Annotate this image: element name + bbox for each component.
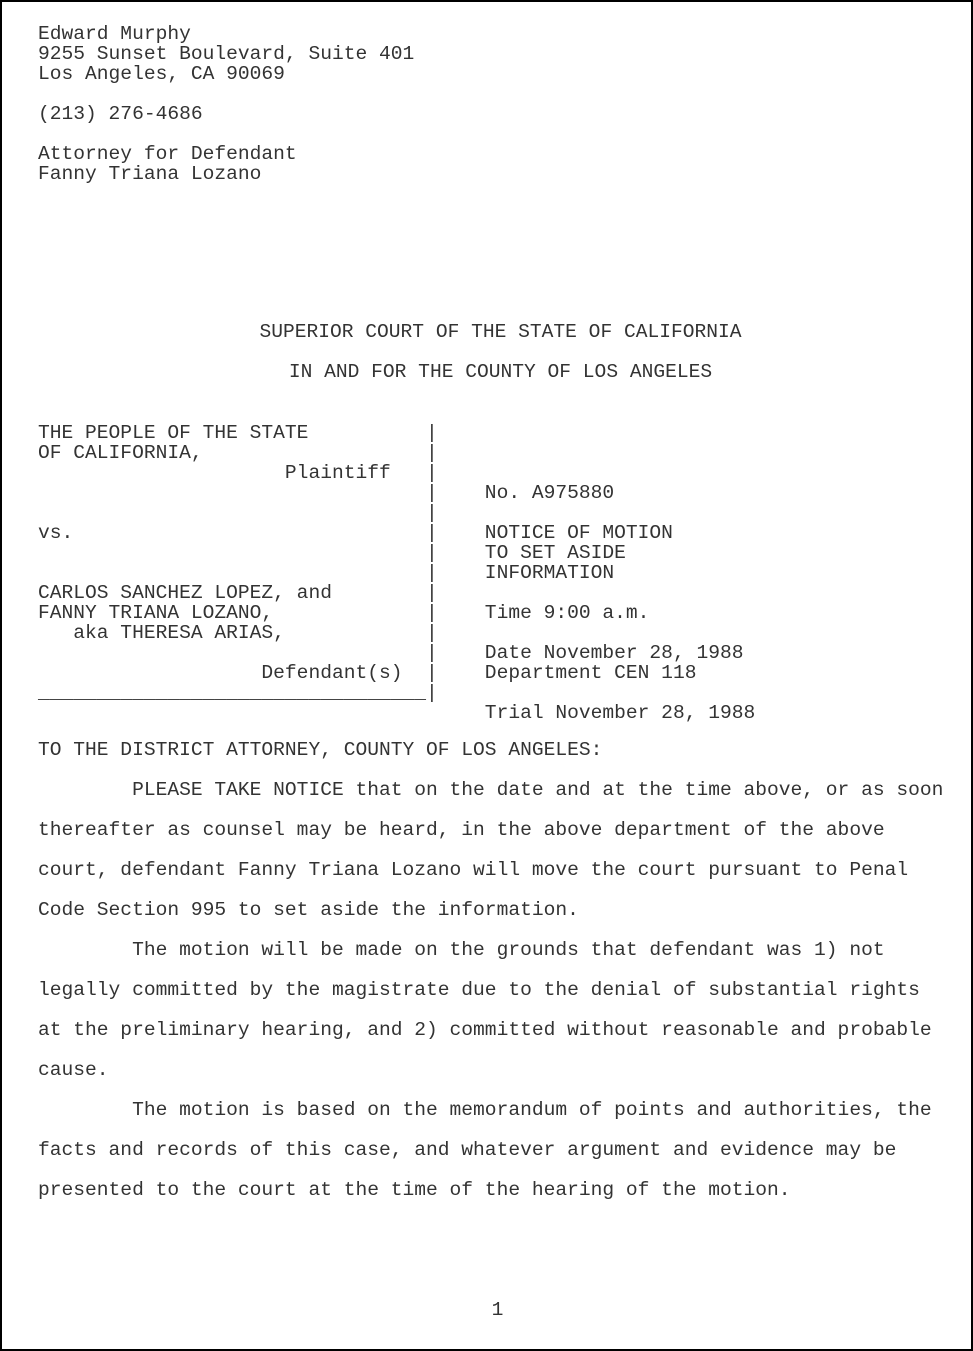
notice-body: [38, 730, 943, 1210]
caption-row-case-number: | No. A975880: [38, 482, 615, 504]
caption-row-defendant-aka: aka THERESA ARIAS, |: [38, 622, 438, 644]
caption-row: |: [38, 502, 438, 524]
attorney-role-line2: Fanny Triana Lozano: [38, 163, 262, 185]
body-line: cause.: [38, 1059, 109, 1081]
caption-row-trial-date: Trial November 28, 1988: [38, 702, 756, 724]
body-line: The motion is based on the memorandum of points and authorities, the: [38, 1099, 932, 1121]
attorney-address-block: [38, 24, 414, 84]
body-line: court, defendant Fanny Triana Lozano will move the court pursuant to Penal: [38, 859, 909, 881]
body-line: facts and records of this case, and whatever argument and evidence may be: [38, 1139, 897, 1161]
caption-row-motion-title-2: | TO SET ASIDE: [38, 542, 626, 564]
caption-row-motion-title-3: | INFORMATION: [38, 562, 615, 584]
body-salutation: TO THE DISTRICT ATTORNEY, COUNTY OF LOS ANGELES:: [38, 739, 603, 761]
attorney-role-block: [38, 144, 297, 184]
caption-row-defendant-1: CARLOS SANCHEZ LOPEZ, and |: [38, 582, 438, 604]
body-line: The motion will be made on the grounds that defendant was 1) not: [38, 939, 885, 961]
caption-row-defendant-label-department: Defendant(s) | Department CEN 118: [38, 662, 697, 684]
caption-row-date: | Date November 28, 1988: [38, 642, 744, 664]
page-number: 1: [491, 1299, 504, 1321]
caption-row-divider: _________________________________|: [38, 682, 438, 704]
caption-row-vs-motion-title-1: vs. | NOTICE OF MOTION: [38, 522, 673, 544]
body-line: legally committed by the magistrate due to the denial of substantial rights: [38, 979, 920, 1001]
body-line: Code Section 995 to set aside the information.: [38, 899, 579, 921]
case-caption: [38, 423, 755, 723]
caption-row-plaintiff-label: Plaintiff |: [38, 462, 438, 484]
attorney-address-line1: 9255 Sunset Boulevard, Suite 401: [38, 43, 415, 65]
attorney-name: Edward Murphy: [38, 23, 191, 45]
court-venue: IN AND FOR THE COUNTY OF LOS ANGELES: [288, 361, 713, 383]
attorney-role-line1: Attorney for Defendant: [38, 143, 297, 165]
body-line: PLEASE TAKE NOTICE that on the date and at the time above, or as soon: [38, 779, 944, 801]
caption-row-defendant-2-time: FANNY TRIANA LOZANO, | Time 9:00 a.m.: [38, 602, 650, 624]
attorney-address-line2: Los Angeles, CA 90069: [38, 63, 285, 85]
caption-row-plaintiff-2: OF CALIFORNIA, |: [38, 442, 438, 464]
caption-row-plaintiff-1: THE PEOPLE OF THE STATE |: [38, 422, 438, 444]
court-title: SUPERIOR COURT OF THE STATE OF CALIFORNIA: [259, 321, 742, 343]
attorney-phone: (213) 276-4686: [38, 103, 203, 125]
body-line: thereafter as counsel may be heard, in the above department of the above: [38, 819, 885, 841]
body-line: at the preliminary hearing, and 2) committed without reasonable and probable: [38, 1019, 932, 1041]
body-line: presented to the court at the time of the hearing of the motion.: [38, 1179, 791, 1201]
